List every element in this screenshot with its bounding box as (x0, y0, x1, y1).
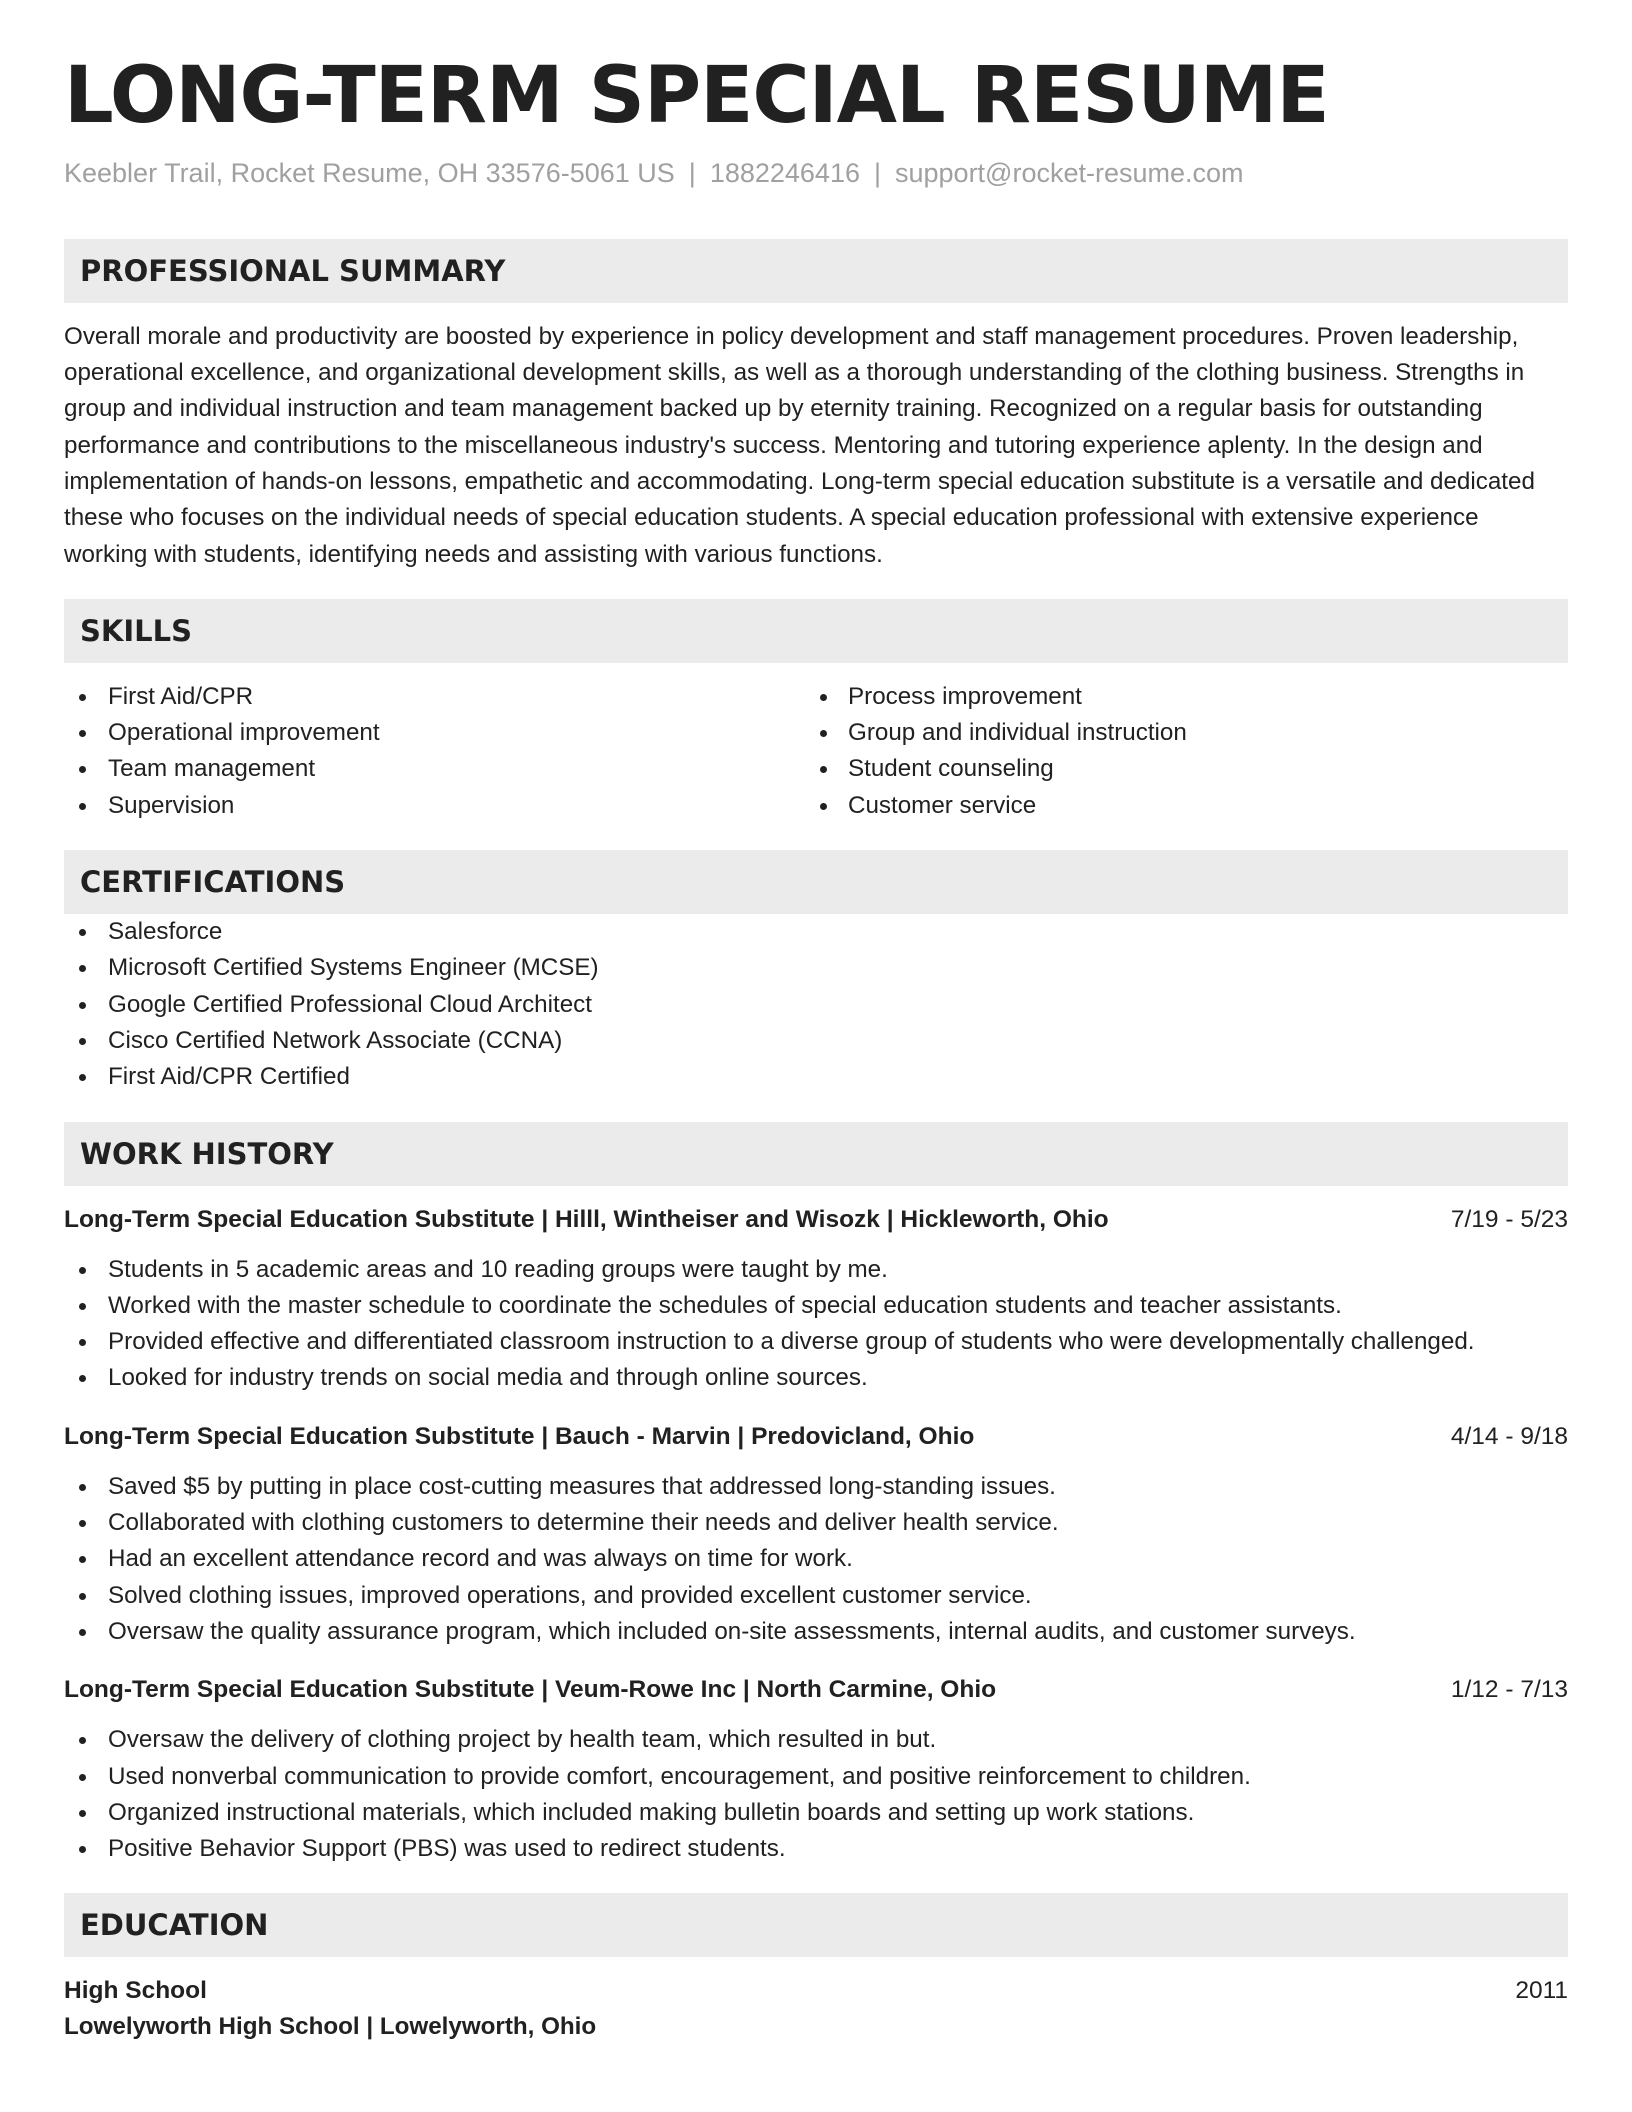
contact-email[interactable]: support@rocket-resume.com (895, 157, 1244, 188)
job-header (64, 1202, 1568, 1238)
resume-name: LONG-TERM SPECIAL RESUME (64, 51, 1329, 141)
skill-item: Team management (64, 751, 816, 787)
job-entry (64, 1419, 1568, 1650)
certification-item: Salesforce (64, 914, 1568, 950)
contact-line (64, 158, 1568, 189)
job-bullet: Had an excellent attendance record and was always on time for work. (64, 1541, 1568, 1577)
contact-separator: | (688, 157, 696, 188)
job-bullet: Students in 5 academic areas and 10 reading groups were taught by me. (64, 1252, 1568, 1288)
job-bullet: Positive Behavior Support (PBS) was used to redirect students. (64, 1831, 1568, 1867)
skill-item: Customer service (816, 788, 1568, 824)
job-header (64, 1672, 1568, 1708)
summary-text: Overall morale and productivity are boosted by experience in policy development and staff management procedures. Proven leadership, operational excellence, and organizational development skills, as well as a thorough understanding of the clothing business. Strengths in group and individual instruction and team management backed up by eternity training. Recognized on a regular basis for outstanding performance and contributions to the miscellaneous industry's success. Mentoring and tutoring experience aplenty. In the design and implementation of hands-on lessons, empathetic and accommodating. Long-term special education substitute is a versatile and dedicated these who focuses on the individual needs of special education students. A special education professional with extensive experience working with students, identifying needs and assisting with various functions. (64, 322, 1535, 568)
section-header-skills: SKILLS (64, 599, 1568, 663)
job-bullets (64, 1469, 1568, 1650)
certification-item: First Aid/CPR Certified (64, 1059, 1568, 1095)
job-bullet: Collaborated with clothing customers to determine their needs and deliver health service. (64, 1505, 1568, 1541)
certification-item: Google Certified Professional Cloud Architect (64, 987, 1568, 1023)
certification-item: Microsoft Certified Systems Engineer (MCSE) (64, 950, 1568, 986)
job-bullet: Solved clothing issues, improved operations, and provided excellent customer service. (64, 1578, 1568, 1614)
contact-phone: 1882246416 (709, 157, 860, 188)
job-bullet: Oversaw the quality assurance program, which included on-site assessments, internal audits, and customer surveys. (64, 1614, 1568, 1650)
skills-list-left (64, 679, 816, 824)
job-heading: Long-Term Special Education Substitute | Bauch - Marvin | Predovicland, Ohio (64, 1422, 975, 1450)
job-dates: 4/14 - 9/18 (1450, 1422, 1568, 1450)
education-degree: High School (64, 1977, 207, 2005)
certification-item: Cisco Certified Network Associate (CCNA) (64, 1023, 1568, 1059)
job-bullet: Organized instructional materials, which included making bulletin boards and setting up work stations. (64, 1795, 1568, 1831)
job-bullet: Provided effective and differentiated classroom instruction to a diverse group of students who were developmentally challenged. (64, 1324, 1568, 1360)
job-dates: 1/12 - 7/13 (1450, 1676, 1568, 1704)
education-entry (64, 1973, 1568, 2045)
job-bullet: Worked with the master schedule to coordinate the schedules of special education students and teacher assistants. (64, 1288, 1568, 1324)
job-bullet: Saved $5 by putting in place cost-cutting measures that addressed long-standing issues. (64, 1469, 1568, 1505)
section-header-certifications: CERTIFICATIONS (64, 850, 1568, 914)
skill-item: Operational improvement (64, 715, 816, 751)
contact-address: Keebler Trail, Rocket Resume, OH 33576-5061 US (64, 157, 675, 188)
skill-item: Process improvement (816, 679, 1568, 715)
section-header-work-history: WORK HISTORY (64, 1122, 1568, 1186)
job-heading: Long-Term Special Education Substitute | Veum-Rowe Inc | North Carmine, Ohio (64, 1676, 997, 1704)
job-bullet: Used nonverbal communication to provide comfort, encouragement, and positive reinforcement to children. (64, 1759, 1568, 1795)
skill-item: Group and individual instruction (816, 715, 1568, 751)
certifications-list (64, 914, 1568, 1095)
education-school: Lowelyworth High School | Lowelyworth, Ohio (64, 2013, 597, 2041)
skill-item: Student counseling (816, 751, 1568, 787)
education-year: 2011 (1515, 1977, 1568, 2005)
contact-separator: | (873, 157, 881, 188)
education-header (64, 1973, 1568, 2009)
job-bullets (64, 1722, 1568, 1867)
section-header-summary: PROFESSIONAL SUMMARY (64, 239, 1568, 303)
job-heading: Long-Term Special Education Substitute | Hilll, Wintheiser and Wisozk | Hickleworth, Ohio (64, 1205, 1109, 1233)
skill-item: Supervision (64, 788, 816, 824)
job-bullet: Oversaw the delivery of clothing project by health team, which resulted in but. (64, 1722, 1568, 1758)
job-entry (64, 1202, 1568, 1397)
job-dates: 7/19 - 5/23 (1450, 1205, 1568, 1233)
skills-grid (64, 679, 1568, 824)
section-header-education: EDUCATION (64, 1893, 1568, 1957)
skill-item: First Aid/CPR (64, 679, 816, 715)
job-bullets (64, 1252, 1568, 1397)
job-bullet: Looked for industry trends on social media and through online sources. (64, 1360, 1568, 1396)
skills-list-right (816, 679, 1568, 824)
job-entry (64, 1672, 1568, 1867)
job-header (64, 1419, 1568, 1455)
